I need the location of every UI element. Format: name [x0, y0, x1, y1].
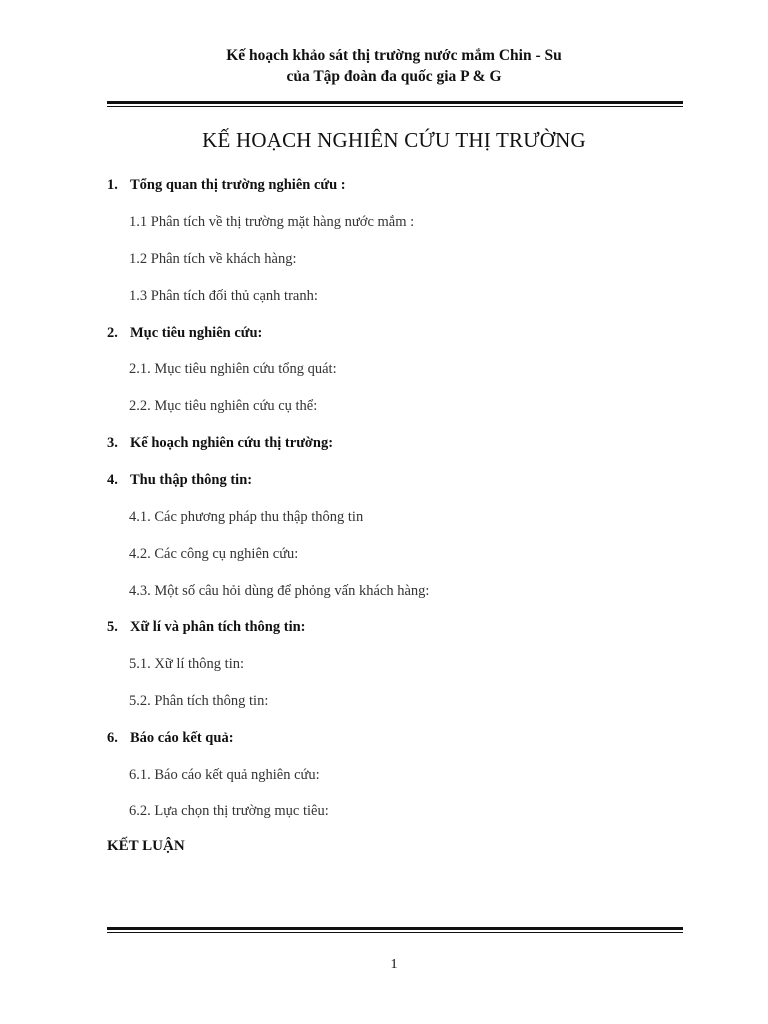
subsection-item: 5.1. Xữ lí thông tin:: [129, 656, 245, 672]
section-heading: [107, 618, 306, 636]
section-number: 5.: [107, 619, 118, 635]
header-line-1: Kế hoạch khảo sát thị trường nước mắm Chin - Su: [226, 47, 562, 64]
section-heading: [107, 471, 252, 489]
section-number: 6.: [107, 730, 118, 746]
header-line-2: của Tập đoàn đa quốc gia P & G: [286, 68, 502, 85]
page-number: 1: [390, 957, 398, 972]
subsection-item: 4.2. Các công cụ nghiên cứu:: [129, 546, 299, 562]
conclusion-heading: KẾT LUẬN: [107, 838, 185, 854]
section-title: Báo cáo kết quả:: [130, 730, 234, 746]
subsection-item: 6.2. Lựa chọn thị trường mục tiêu:: [129, 803, 329, 819]
subsection-item: 6.1. Báo cáo kết quả nghiên cứu:: [129, 767, 320, 783]
section-number: 4.: [107, 472, 118, 488]
section-title: Kế hoạch nghiên cứu thị trường:: [130, 435, 334, 451]
subsection-item: 2.1. Mục tiêu nghiên cứu tổng quát:: [129, 361, 337, 377]
section-number: 2.: [107, 325, 118, 341]
footer-divider: [107, 927, 683, 933]
subsection-item: 2.2. Mục tiêu nghiên cứu cụ thể:: [129, 398, 318, 414]
page-header: [0, 45, 768, 87]
section-title: Mục tiêu nghiên cứu:: [130, 325, 263, 341]
section-heading: [107, 176, 346, 194]
section-title: Tổng quan thị trường nghiên cứu :: [130, 177, 346, 193]
subsection-item: 1.3 Phân tích đối thủ cạnh tranh:: [129, 288, 318, 304]
section-number: 3.: [107, 435, 118, 451]
section-heading: [107, 729, 234, 747]
section-heading: [107, 324, 262, 342]
section-title: Thu thập thông tin:: [130, 472, 253, 488]
section-title: Xữ lí và phân tích thông tin:: [130, 619, 306, 635]
subsection-item: 5.2. Phân tích thông tin:: [129, 693, 269, 709]
subsection-item: 4.3. Một số câu hỏi dùng để phỏng vấn khách hàng:: [129, 583, 430, 599]
header-divider: [107, 101, 683, 107]
document-title: KẾ HOẠCH NGHIÊN CỨU THỊ TRƯỜNG: [202, 128, 586, 152]
subsection-item: 1.1 Phân tích về thị trường mặt hàng nước mắm :: [129, 214, 415, 230]
section-number: 1.: [107, 177, 118, 193]
subsection-item: 4.1. Các phương pháp thu thập thông tin: [129, 509, 364, 525]
section-heading: [107, 434, 333, 452]
subsection-item: 1.2 Phân tích về khách hàng:: [129, 251, 297, 267]
